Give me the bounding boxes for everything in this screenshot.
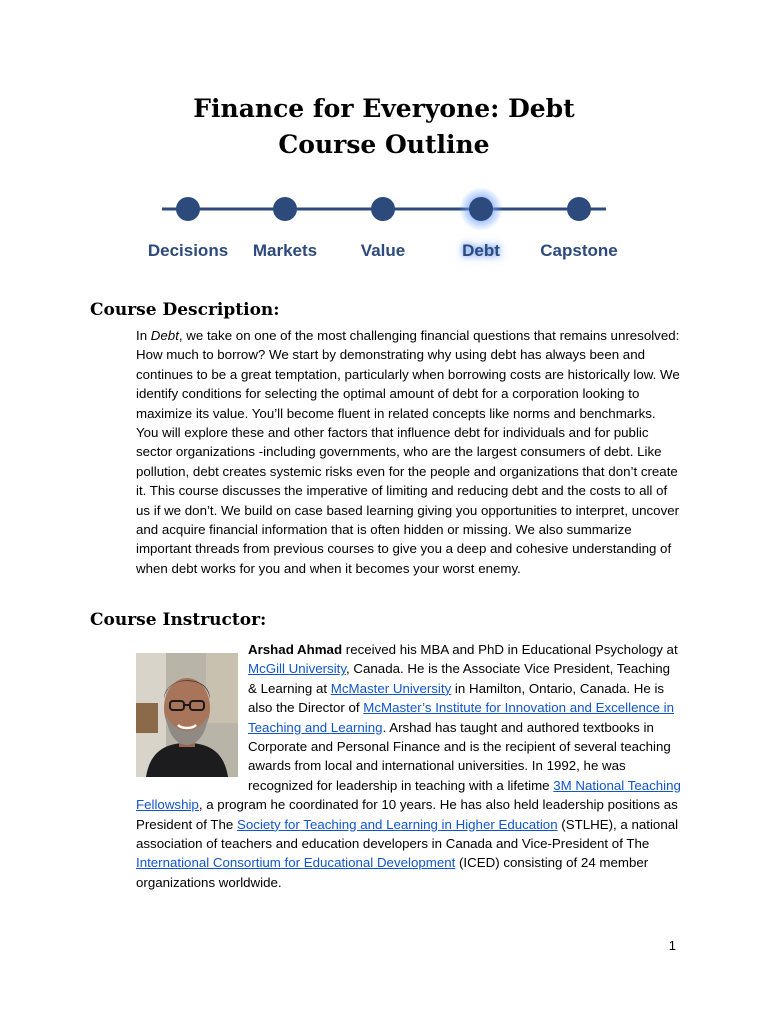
- timeline-label-value: Value: [360, 241, 406, 260]
- course-description-text: [136, 326, 680, 578]
- timeline-label-capstone: Capstone: [540, 241, 618, 260]
- link-mcmaster-institute[interactable]: McMaster’s Institute for Innovation and Excellence in Teaching and Learning: [248, 700, 674, 735]
- timeline-label-markets: Markets: [252, 241, 318, 260]
- timeline-label-decisions: Decisions: [147, 241, 229, 260]
- page-number: 1: [668, 938, 676, 953]
- bio-text-3: in Hamilton, Ontario, Canada. He is also the Director of: [248, 680, 665, 716]
- timeline-label-debt: Debt: [462, 241, 500, 260]
- document-title: Finance for Everyone: Debt: [193, 94, 575, 123]
- timeline-node-value: [371, 197, 395, 221]
- instructor-name: Arshad Ahmad: [248, 642, 343, 657]
- document-subtitle: Course Outline: [278, 130, 490, 159]
- link-3m-fellowship[interactable]: 3M National Teaching Fellowship: [136, 777, 681, 813]
- bio-text-1: received his MBA and PhD in Educational Psychology at: [342, 642, 678, 657]
- description-intro: In: [136, 328, 151, 343]
- link-iced[interactable]: International Consortium for Educational Development: [136, 855, 456, 871]
- course-instructor-heading: Course Instructor:: [90, 610, 267, 630]
- instructor-photo: [136, 653, 238, 777]
- bio-text-6: (STLHE), a national association of teachers and education developers in Canada and Vice-President of The: [136, 816, 679, 852]
- link-mcmaster-university[interactable]: McMaster University: [330, 680, 452, 696]
- course-description-heading: Course Description:: [90, 300, 280, 320]
- bio-text-2: , Canada. He is the Associate Vice President, Teaching & Learning at: [248, 661, 671, 696]
- timeline-node-decisions: [176, 197, 200, 221]
- link-stlhe[interactable]: Society for Teaching and Learning in Higher Education: [237, 816, 558, 832]
- course-timeline: [0, 186, 768, 276]
- bio-text-4: . Arshad has taught and authored textbooks in Corporate and Personal Finance and is the recipient of several teaching awards from local and international universities. In 1992, he was recognized for leadership in teaching with a lifetime: [248, 719, 671, 793]
- bio-text-7: (ICED) consisting of 24 member organizations worldwide.: [136, 855, 649, 890]
- timeline-node-debt: [469, 197, 493, 221]
- timeline-node-capstone: [567, 197, 591, 221]
- bio-text-5: , a program he coordinated for 10 years. He has also held leadership positions as President of The: [136, 797, 678, 832]
- description-body: , we take on one of the most challenging financial questions that remains unresolved: How much to borrow? We start by demonstrating why using debt has always been and continues to be a great temptation, particularly when borrowing costs are historically low. We identify conditions for selecting the optimal amount of debt for a corporation looking to maximize its value. You’ll become fluent in related concepts like norms and benchmarks. You will explore these and other factors that influence debt for individuals and for public sector organizations -including governments, who are the largest consumers of debt. Like pollution, debt creates systemic risks even for the people and organizations that don’t create it. This course discusses the imperative of limiting and reducing debt and the costs to all of us if we don’t. We build on case based learning giving you opportunities to interpret, uncover and acquire financial information that is often hidden or missing. We also summarize important threads from previous courses to give you a deep and cohesive understanding of when debt works for you and when it becomes your worst enemy.: [136, 328, 680, 576]
- instructor-bio: [136, 640, 681, 892]
- link-mcgill-university[interactable]: McGill University: [248, 661, 347, 677]
- timeline-node-markets: [273, 197, 297, 221]
- description-course-name: Debt: [150, 328, 179, 343]
